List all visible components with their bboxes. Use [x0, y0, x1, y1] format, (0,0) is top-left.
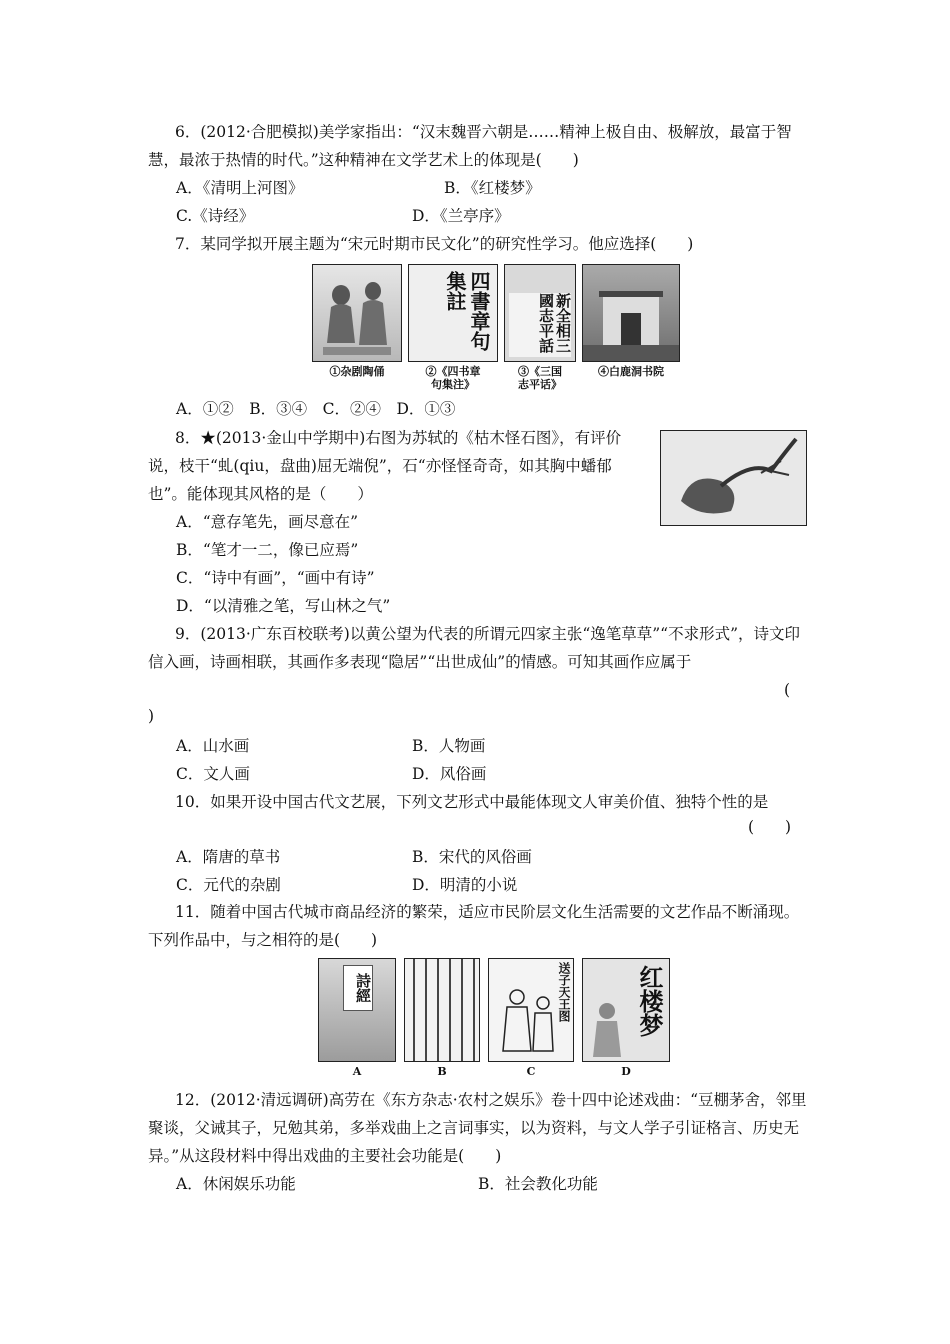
option-a: A．“意存笔先，画尽意在” [176, 513, 359, 531]
question-7-figures [312, 264, 680, 391]
figure-a-caption: A [352, 1065, 362, 1078]
question-9-paren-close: ) [148, 707, 155, 725]
figurine-image [312, 264, 402, 362]
option-c: C.《诗经》 [176, 207, 255, 225]
figurine-drawing [313, 265, 401, 361]
figure-c-caption: C [526, 1065, 536, 1078]
figure-b [404, 958, 480, 1078]
book-cover-text: 四書章句 集註 [443, 271, 491, 351]
academy-photo [582, 264, 680, 362]
question-9-text: 9．(2013·广东百校联考)以黄公望为代表的所谓元四家主张“逸笔草草”“不求形式”，诗文印信入画，诗画相联，其画作多表现“隐居”“出世成仙”的情感。可知其画作应属于 [148, 625, 801, 671]
figure-4-caption: ④白鹿洞书院 [598, 365, 664, 378]
figure-4 [582, 264, 680, 391]
calligraphy-image [404, 958, 480, 1062]
painting-title: 送子天王图 [557, 962, 571, 1022]
figure-c [488, 958, 574, 1078]
option-b: B．人物画 [412, 737, 486, 755]
option-d: D．“以清雅之笔，写山林之气” [176, 597, 391, 615]
option-d: D．明清的小说 [412, 876, 518, 894]
option-b: B．“笔才一二，像已应焉” [176, 541, 359, 559]
figure-a [318, 958, 396, 1078]
option-b: B．社会教化功能 [478, 1175, 598, 1193]
question-11-text: 11．随着中国古代城市商品经济的繁荣，适应市民阶层文化生活需要的文艺作品不断涌现。下列作品中，与之相符的是( ) [148, 903, 800, 949]
figure-d [582, 958, 670, 1078]
figure-2-caption: ②《四书章 句集注》 [425, 365, 481, 391]
cover-title: 红楼梦 [635, 965, 664, 1037]
figure-1-caption: ①杂剧陶俑 [329, 365, 385, 378]
question-10-text: 10．如果开设中国古代文艺展，下列文艺形式中最能体现文人审美价值、独特个性的是 [175, 793, 769, 811]
option-d: D．风俗画 [412, 765, 487, 783]
option-c: C．元代的杂剧 [176, 876, 281, 894]
book-cover-image [408, 264, 498, 362]
shijing-cover [318, 958, 396, 1062]
option-a: A．《清明上河图》 [176, 179, 304, 197]
book-cover-text: 新全相三 國志平話 [509, 293, 571, 357]
question-6-text: 6．(2012·合肥模拟)美学家指出：“汉末魏晋六朝是……精神上极自由、极解放，最富于智慧，最浓于热情的时代。”这种精神在文学艺术上的体现是( ) [148, 123, 792, 169]
option-b: B．《红楼梦》 [444, 179, 541, 197]
option-c: C．“诗中有画”，“画中有诗” [176, 569, 375, 587]
option-c: C．文人画 [176, 765, 250, 783]
figure-b-caption: B [437, 1065, 447, 1078]
question-10-paren: ( ) [748, 818, 792, 836]
figure-3-caption: ③《三国 志平话》 [518, 365, 562, 391]
option-b: B．宋代的风俗画 [412, 848, 532, 866]
option-a: A．山水画 [176, 737, 250, 755]
painting-image [660, 430, 807, 526]
question-12-text: 12．(2012·清远调研)高劳在《东方杂志·农村之娱乐》卷十四中论述戏曲：“豆棚茅舍，邻里聚谈，父诫其子，兄勉其弟，多举戏曲上之言词事实，以为资料，与文人学子引证格言、历史无异。”从这段材料中得出戏曲的主要社会功能是( ) [148, 1091, 807, 1165]
option-d: D．《兰亭序》 [412, 207, 510, 225]
academy-gate-drawing [583, 265, 679, 361]
cover-title: 詩經 [343, 965, 373, 1011]
figure-3 [504, 264, 576, 391]
book-cover-image [504, 264, 576, 362]
option-a: A．休闲娱乐功能 [176, 1175, 296, 1193]
option-a: A．隋唐的草书 [176, 848, 281, 866]
figure-1 [312, 264, 402, 391]
question-9-paren-open: ( [784, 681, 791, 699]
painting-image [488, 958, 574, 1062]
question-11-figures [318, 958, 670, 1078]
options-line: A．①② B．③④ C．②④ D．①③ [176, 400, 456, 418]
figure-2 [408, 264, 498, 391]
question-8-text: 8．★(2013·金山中学期中)右图为苏轼的《枯木怪石图》，有评价说，枝干“虬(qiu，盘曲)屈无端倪”，石“亦怪怪奇奇，如其胸中蟠郁也”。能体现其风格的是（ ） [148, 429, 622, 503]
figure-d-caption: D [621, 1065, 631, 1078]
question-7-text: 7．某同学拟开展主题为“宋元时期市民文化”的研究性学习。他应选择( ) [175, 235, 694, 253]
hongloumeng-cover [582, 958, 670, 1062]
withered-tree-rock-drawing [661, 431, 806, 525]
